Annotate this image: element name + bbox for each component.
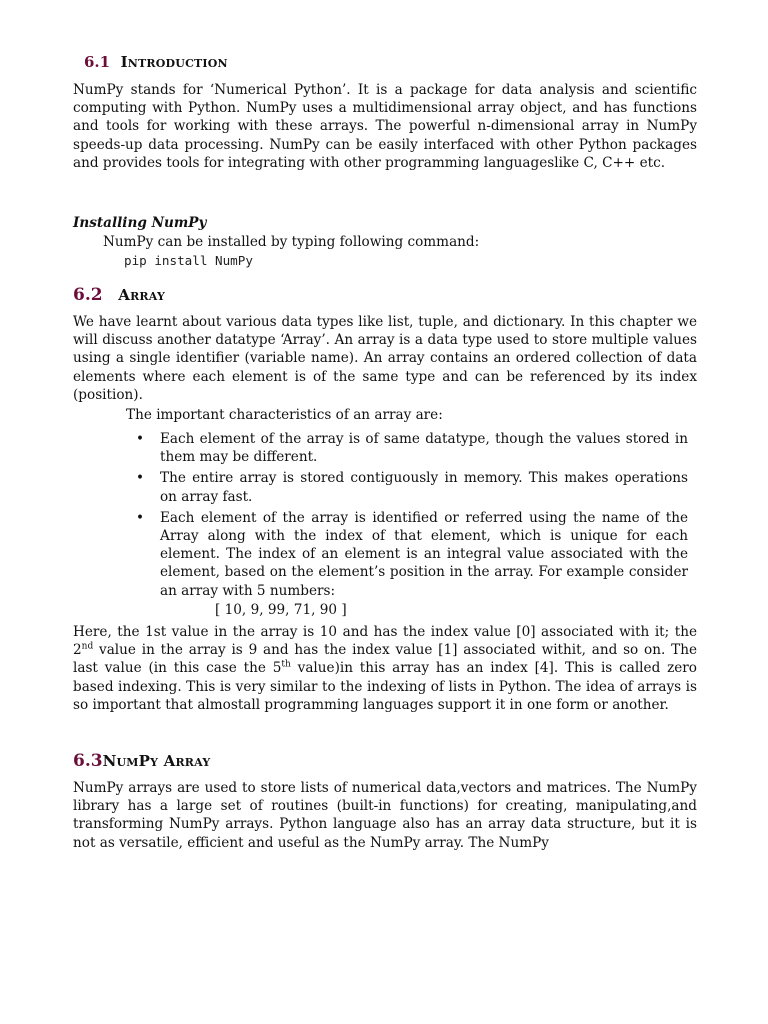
list-item: • Each element of the array is identified or referred using the name of the Array along with the index of that element, which is unique for each element. The index of an element is an integral value associated with the element, based on the element’s position in the array. For example consider an array with 5 numbers: bbox=[136, 509, 688, 599]
bullet-icon: • bbox=[136, 509, 145, 526]
numpy-array-paragraph: NumPy arrays are used to store lists of numerical data,vectors and matrices. The NumPy library has a large set of routines (built-in functions) for creating, manipulating,and transforming NumPy arrays. Python language also has an array data structure, but it is not as versatile, efficient and useful as the NumPy array. The NumPy bbox=[73, 780, 697, 851]
intro-paragraph: NumPy stands for ‘Numerical Python’. It is a package for data analysis and scientific computing with Python. NumPy uses a multidimensional array object, and has functions and tools for working with these arrays. The powerful n-dimensional array in NumPy speeds-up data processing. NumPy can be easily interfaced with other Python packages and provides tools for integrating with other programming languageslike C, C++ etc. bbox=[73, 82, 697, 171]
section-number: 6.2 bbox=[73, 285, 103, 305]
bullet-icon: • bbox=[136, 470, 145, 487]
list-item: • Each element of the array is of same datatype, though the values stored in them may be different. bbox=[136, 431, 688, 466]
section-heading-introduction bbox=[84, 53, 228, 71]
section-number: 6.1 bbox=[84, 53, 111, 71]
section-heading-numpy-array bbox=[73, 751, 210, 771]
section-number: 6.3 bbox=[73, 751, 103, 771]
install-text: NumPy can be installed by typing following command: bbox=[103, 234, 480, 250]
indexing-paragraph: Here, the 1st value in the array is 10 and has the index value [0] associated with it; the 2nd value in the array is 9 and has the index value [1] associated withit, and so on. The last value (in this case the 5th value)in this array has an index [4]. This is called zero based indexing. This is very similar to the indexing of lists in Python. The idea of arrays is so important that almostall programming languages support it in one form or another. bbox=[73, 624, 697, 713]
install-command: pip install NumPy bbox=[124, 253, 253, 268]
install-heading: Installing NumPy bbox=[73, 215, 207, 231]
bullet-icon: • bbox=[136, 431, 145, 447]
section-title: NumPy Array bbox=[102, 752, 211, 770]
characteristics-list bbox=[128, 430, 688, 600]
section-title: Introduction bbox=[120, 53, 228, 71]
characteristics-intro: The important characteristics of an array are: bbox=[126, 407, 443, 423]
list-item: • The entire array is stored contiguously in memory. This makes operations on array fast. bbox=[136, 470, 688, 505]
section-title: Array bbox=[118, 286, 166, 304]
section-heading-array bbox=[73, 285, 165, 305]
array-paragraph: We have learnt about various data types like list, tuple, and dictionary. In this chapter we will discuss another datatype ‘Array’. An array is a data type used to store multiple values using a single identifier (variable name). An array contains an ordered collection of data elements where each element is of the same type and can be referenced by its index (position). bbox=[73, 314, 697, 403]
array-example: [ 10, 9, 99, 71, 90 ] bbox=[215, 602, 347, 618]
